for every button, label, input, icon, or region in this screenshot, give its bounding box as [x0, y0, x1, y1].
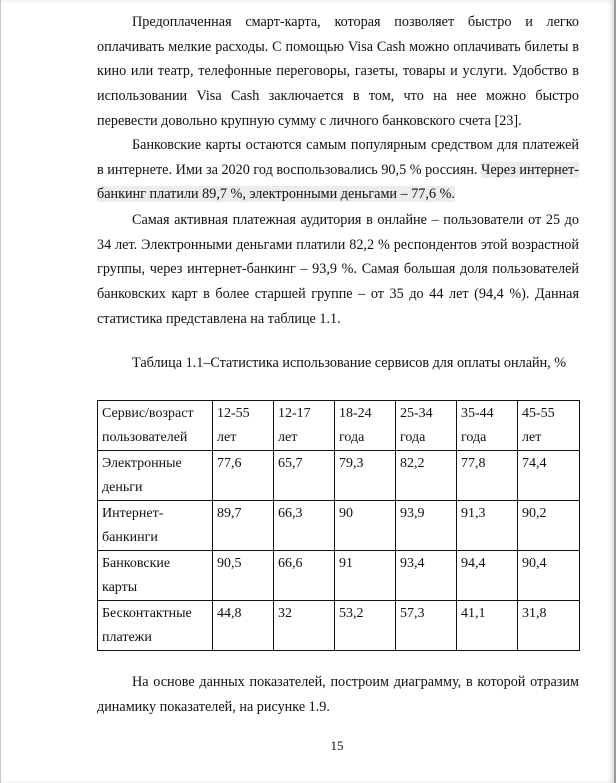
- paragraph-text: Предоплаченная смарт-карта, которая позволяет быстро и легко оплачивать мелкие расходы. С помощью Visa Cash можно оплачивать билеты в кино или театр, телефонные переговоры, газеты, товары и услуги. Удобство в использовании Visa Cash заключается в том, что на нее можно быстро перевести довольно крупную сумму с личного банковского счета [23].: [97, 14, 579, 129]
- table-cell: 89,7: [213, 501, 274, 551]
- table-cell: 65,7: [274, 451, 335, 501]
- table-row-label: Электронные деньги: [98, 451, 213, 501]
- table-cell: 57,3: [396, 601, 457, 651]
- table-row-label: Банковские карты: [98, 551, 213, 601]
- table-cell: 90,4: [518, 551, 580, 601]
- table-header-cell: 25-34 года: [396, 401, 457, 451]
- table-row-label: Бесконтактные платежи: [98, 601, 213, 651]
- paragraph-visa-cash: [97, 10, 579, 134]
- table-caption: Таблица 1.1–Статистика использование сервисов для оплаты онлайн, %: [132, 355, 567, 371]
- table-cell: 90: [335, 501, 396, 551]
- table-header-cell: 45-55 лет: [518, 401, 580, 451]
- table-row: [98, 551, 580, 601]
- table-cell: 41,1: [457, 601, 518, 651]
- highlighted-text: Через интернет-банкинг платили 89,7 %, электронными деньгами – 77,6 %.: [97, 161, 580, 203]
- table-row: [98, 601, 580, 651]
- table-cell: 66,3: [274, 501, 335, 551]
- table-cell: 31,8: [518, 601, 580, 651]
- statistics-table: [97, 400, 580, 651]
- table-cell: 94,4: [457, 551, 518, 601]
- table-header-cell: 35-44 года: [457, 401, 518, 451]
- table-cell: 93,9: [396, 501, 457, 551]
- table-cell: 90,2: [518, 501, 580, 551]
- page-number: 15: [330, 738, 344, 753]
- paragraph-bank-cards: [97, 133, 579, 207]
- table-header-cell: 18-24 года: [335, 401, 396, 451]
- table-cell: 74,4: [518, 451, 580, 501]
- table-row-label: Интернет-банкинги: [98, 501, 213, 551]
- table-header-cell: Сервис/возраст пользователей: [98, 401, 213, 451]
- table-header-row: [98, 401, 580, 451]
- table-cell: 77,8: [457, 451, 518, 501]
- paragraph-text: На основе данных показателей, построим диаграмму, в которой отразим динамику показателей, на рисунке 1.9.: [97, 674, 579, 715]
- table-cell: 82,2: [396, 451, 457, 501]
- table-cell: 77,6: [213, 451, 274, 501]
- table-header-cell: 12-55 лет: [213, 401, 274, 451]
- table-cell: 66,6: [274, 551, 335, 601]
- table-cell: 93,4: [396, 551, 457, 601]
- paragraph-diagram-intro: [97, 670, 579, 719]
- paragraph-text: [97, 133, 579, 207]
- table-header-cell: 12-17 лет: [274, 401, 335, 451]
- paragraph-audience: [97, 208, 579, 332]
- table-row: [98, 501, 580, 551]
- paragraph-text: Самая активная платежная аудитория в онлайне – пользователи от 25 до 34 лет. Электронными деньгами платили 82,2 % респондентов этой возрастной группы, через интернет-банкинг – 93,9 %. Самая большая доля пользователей банковских карт в более старшей группе – от 35 до 44 лет (94,4 %). Данная статистика представлена на таблице 1.1.: [97, 212, 579, 327]
- table-row: [98, 451, 580, 501]
- paragraph-text-part: Банковские карты остаются самым популярным средством для платежей в интернете. Ими за 2020 год воспользовались 90,5 % россиян.: [97, 137, 579, 178]
- table-cell: 79,3: [335, 451, 396, 501]
- table-cell: 91,3: [457, 501, 518, 551]
- table-cell: 32: [274, 601, 335, 651]
- table-cell: 44,8: [213, 601, 274, 651]
- table-cell: 53,2: [335, 601, 396, 651]
- table-cell: 91: [335, 551, 396, 601]
- table-cell: 90,5: [213, 551, 274, 601]
